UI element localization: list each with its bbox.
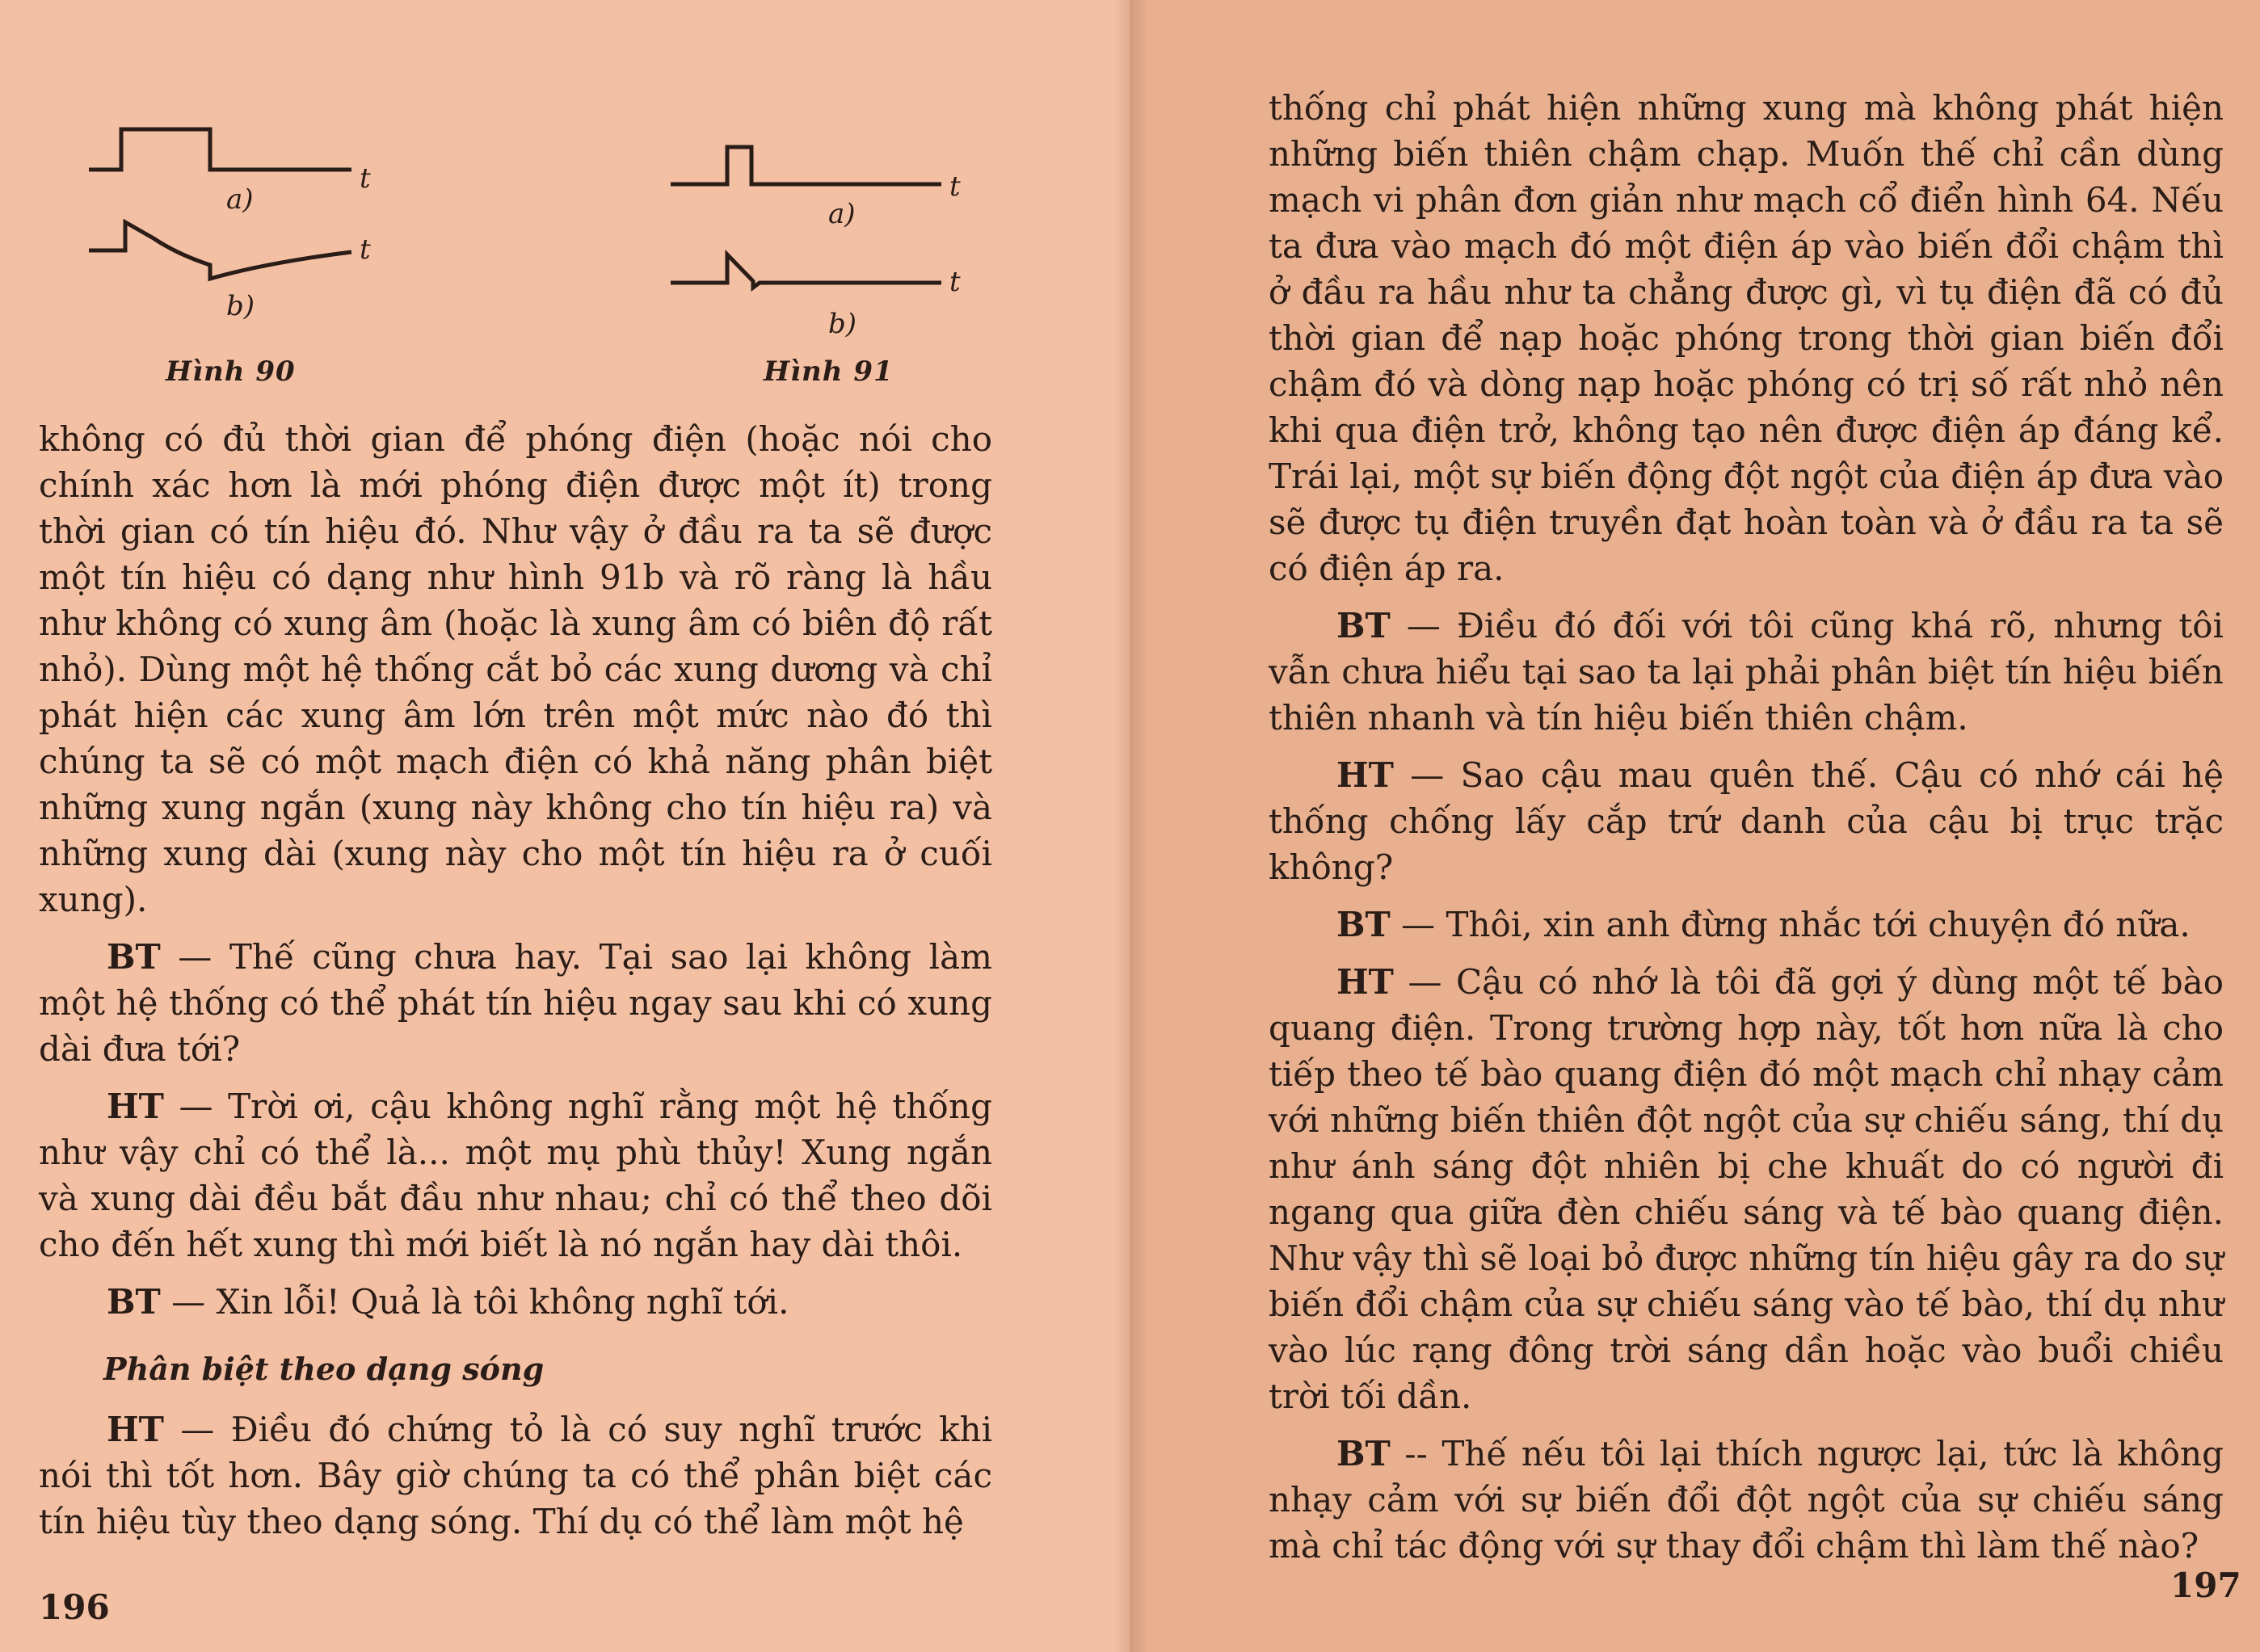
- section-heading: Phân biệt theo dạng sóng: [103, 1351, 545, 1387]
- left-page-text: [39, 416, 992, 1556]
- figure-90-diagram: [81, 113, 420, 355]
- fig91-label-b: b): [828, 308, 857, 340]
- speaker-label: BT: [1336, 905, 1391, 944]
- figures-area: [73, 113, 1026, 404]
- dialogue-paragraph: [39, 1083, 992, 1267]
- fig91-axis-a: t: [949, 170, 961, 203]
- fig91-label-a: a): [828, 198, 856, 230]
- speaker-label: BT: [1336, 1434, 1391, 1473]
- dialogue-paragraph: [1269, 959, 2224, 1419]
- dialogue-paragraph: [1269, 752, 2224, 890]
- paragraph-text: — Trời ơi, cậu không nghĩ rằng một hệ thống như vậy chỉ có thể là... một mụ phù thủy! Xung ngắn và xung dài đều bắt đầu như nhau; chỉ có thể theo dõi cho đến hết xung thì mới biết là nó ngắn hay dài thôi.: [39, 1087, 992, 1264]
- fig90-pulse-b: [89, 222, 351, 279]
- speaker-label: HT: [107, 1410, 164, 1449]
- dialogue-paragraph: [1269, 603, 2224, 741]
- speaker-label: HT: [1336, 755, 1394, 795]
- speaker-label: BT: [107, 1282, 161, 1322]
- figure-91-diagram: [663, 129, 1018, 355]
- paragraph-text: thống chỉ phát hiện những xung mà không phát hiện những biến thiên chậm chạp. Muốn thế chỉ cần dùng mạch vi phân đơn giản như mạch cổ điển hình 64. Nếu ta đưa vào mạch đó một điện áp vào biến đổi chậm thì ở đầu ra hầu như ta chẳng được gì, vì tụ điện đã có đủ thời gian để nạp hoặc phóng trong thời gian biến đổi chậm đó và dòng nạp hoặc phóng có trị số rất nhỏ nên khi qua điện trở, không tạo nên được điện áp đáng kể. Trái lại, một sự biến động đột ngột của điện áp đưa vào sẽ được tụ điện truyền đạt hoàn toàn và ở đầu ra ta sẽ có điện áp ra.: [1269, 88, 2224, 588]
- paragraph-text: — Điều đó chứng tỏ là có suy nghĩ trước khi nói thì tốt hơn. Bây giờ chúng ta có thể phân biệt các tín hiệu tùy theo dạng sóng. Thí dụ có thể làm một hệ: [39, 1410, 992, 1541]
- fig91-pulse-b: [671, 254, 941, 288]
- figure-91: [663, 129, 1018, 388]
- paragraph-text: — Cậu có nhớ là tôi đã gợi ý dùng một tế bào quang điện. Trong trường hợp này, tốt hơn nữa là cho tiếp theo tế bào quang điện đó một mạch chỉ nhạy cảm với những biến thiên đột ngột của sự chiếu sáng, thí dụ như ánh sáng đột nhiên bị che khuất do có người đi ngang qua giữa đèn chiếu sáng và tế bào quang điện. Như vậy thì sẽ loại bỏ được những tín hiệu gây ra do sự biến đổi chậm của sự chiếu sáng vào tế bào, thí dụ như vào lúc rạng đông trời sáng dần hoặc vào buổi chiều trời tối dần.: [1269, 962, 2224, 1416]
- paragraph-text: -- Thế nếu tôi lại thích ngược lại, tức là không nhạy cảm với sự biến đổi đột ngột của sự chiếu sáng mà chỉ tác động với sự thay đổi chậm thì làm thế nào?: [1269, 1434, 2224, 1566]
- right-page-text: [1269, 85, 2224, 1580]
- dialogue-paragraph: [39, 934, 992, 1072]
- dialogue-paragraph: [39, 1279, 992, 1325]
- figure-90: [81, 113, 420, 388]
- figure-91-caption: Hình 91: [764, 355, 894, 388]
- dialogue-paragraph: [1269, 902, 2224, 948]
- speaker-label: BT: [107, 937, 161, 977]
- speaker-label: HT: [107, 1087, 164, 1126]
- figure-90-caption: Hình 90: [166, 355, 296, 388]
- paragraph-text: — Thế cũng chưa hay. Tại sao lại không làm một hệ thống có thể phát tín hiệu ngay sau khi có xung dài đưa tới?: [39, 937, 992, 1069]
- paragraph-text: không có đủ thời gian để phóng điện (hoặc nói cho chính xác hơn là mới phóng điện được một ít) trong thời gian có tín hiệu đó. Như vậy ở đầu ra ta sẽ được một tín hiệu có dạng như hình 91b và rõ ràng là hầu như không có xung âm (hoặc là xung âm có biên độ rất nhỏ). Dùng một hệ thống cắt bỏ các xung dương và chỉ phát hiện các xung âm lớn trên một mức nào đó thì chúng ta sẽ có một mạch điện có khả năng phân biệt những xung ngắn (xung này không cho tín hiệu ra) và những xung dài (xung này cho một tín hiệu ra ở cuối xung).: [39, 419, 992, 919]
- fig90-label-a: a): [226, 183, 254, 216]
- fig90-axis-a: t: [360, 162, 371, 195]
- fig90-label-b: b): [226, 290, 255, 322]
- speaker-label: HT: [1336, 962, 1394, 1002]
- paragraph-text: — Điều đó đối với tôi cũng khá rõ, nhưng tôi vẫn chưa hiểu tại sao ta lại phải phân biệt tín hiệu biến thiên nhanh và tín hiệu biến thiên chậm.: [1269, 606, 2224, 738]
- paragraph-text: — Xin lỗi! Quả là tôi không nghĩ tới.: [171, 1282, 789, 1322]
- paragraph: [1269, 85, 2224, 591]
- fig90-axis-b: t: [360, 233, 371, 266]
- page-number-right: 197: [2170, 1566, 2241, 1605]
- paragraph: [39, 416, 992, 923]
- speaker-label: BT: [1336, 606, 1391, 645]
- paragraph-text: — Thôi, xin anh đừng nhắc tới chuyện đó nữa.: [1401, 905, 2191, 944]
- fig90-pulse-a: [89, 129, 351, 170]
- fig91-axis-b: t: [949, 266, 961, 298]
- dialogue-paragraph: [1269, 1431, 2224, 1569]
- paragraph-text: — Sao cậu mau quên thế. Cậu có nhớ cái hệ thống chống lấy cắp trứ danh của cậu bị trục trặc không?: [1269, 755, 2224, 887]
- fig91-pulse-a: [671, 147, 941, 184]
- dialogue-paragraph: [39, 1406, 992, 1545]
- page-number-left: 196: [39, 1587, 110, 1627]
